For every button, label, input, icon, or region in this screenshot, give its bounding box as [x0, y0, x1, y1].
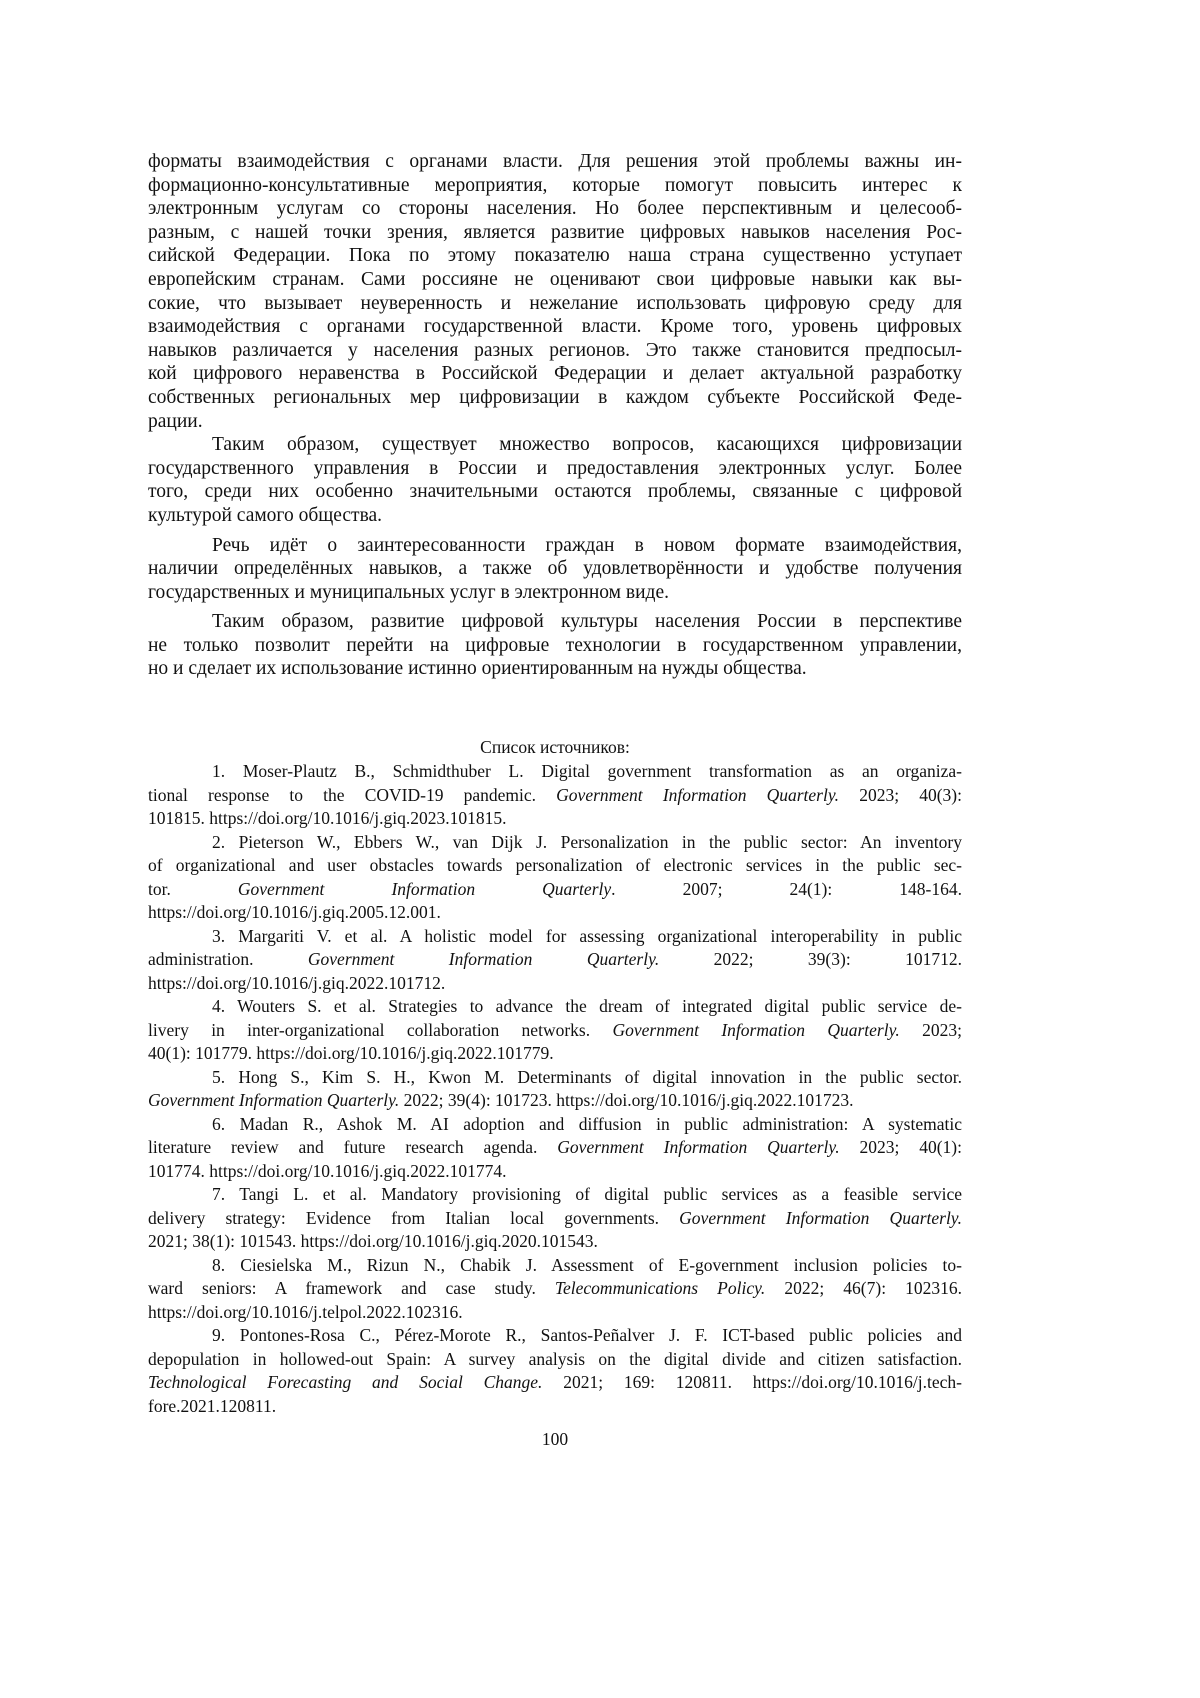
text-line: электронным услугам со стороны населения. Но более перспективным и целесооб- — [148, 197, 962, 221]
reference-text: administration. — [148, 949, 308, 969]
reference-item — [148, 831, 962, 925]
reference-line — [148, 1207, 962, 1231]
references-list — [148, 760, 962, 1418]
reference-line — [148, 831, 962, 855]
journal-title: Technological Forecasting and Social Change. — [148, 1372, 542, 1392]
reference-line — [148, 948, 962, 972]
reference-text: 2023; — [900, 1020, 962, 1040]
reference-text: 1. Moser-Plautz B., Schmidthuber L. Digital government transformation as an organiza- — [212, 761, 962, 781]
reference-text: tor. — [148, 879, 238, 899]
reference-line — [148, 1019, 962, 1043]
reference-line — [148, 901, 962, 925]
text-line: государственных и муниципальных услуг в электронном виде. — [148, 581, 962, 605]
paragraph — [148, 610, 962, 681]
paragraph — [148, 433, 962, 527]
reference-item — [148, 995, 962, 1066]
reference-text: 2022; 46(7): 102316. — [765, 1278, 962, 1298]
text-line: Таким образом, развитие цифровой культуры населения России в перспективе — [148, 610, 962, 634]
text-line: европейским странам. Сами россияне не оценивают свои цифровые навыки как вы- — [148, 268, 962, 292]
reference-line — [148, 925, 962, 949]
text-line: форматы взаимодействия с органами власти. Для решения этой проблемы важны ин- — [148, 150, 962, 174]
reference-line — [148, 1160, 962, 1184]
reference-line — [148, 878, 962, 902]
text-line: собственных региональных мер цифровизации в каждом субъекте Российской Феде- — [148, 386, 962, 410]
reference-text: 2. Pieterson W., Ebbers W., van Dijk J. Personalization in the public sector: An inventory — [212, 832, 962, 852]
reference-text: tional response to the COVID-19 pandemic. — [148, 785, 556, 805]
journal-title: Government Information Quarterly. — [679, 1208, 962, 1228]
text-line: культурой самого общества. — [148, 504, 962, 528]
reference-line — [148, 1136, 962, 1160]
reference-text: 9. Pontones-Rosa C., Pérez-Morote R., Santos-Peñalver J. F. ICT-based public policies and — [212, 1325, 962, 1345]
reference-item — [148, 925, 962, 996]
reference-line — [148, 1395, 962, 1419]
journal-title: Government Information Quarterly. — [557, 1137, 839, 1157]
reference-line — [148, 995, 962, 1019]
reference-line — [148, 1089, 962, 1113]
reference-text: 101774. https://doi.org/10.1016/j.giq.2022.101774. — [148, 1161, 506, 1181]
reference-text: 101815. https://doi.org/10.1016/j.giq.2023.101815. — [148, 808, 506, 828]
text-line: кой цифрового неравенства в Российской Федерации и делает актуальной разработку — [148, 362, 962, 386]
reference-line — [148, 784, 962, 808]
references-heading: Список источников: — [148, 736, 962, 760]
text-line: наличии определённых навыков, а также об удовлетворённости и удобстве получения — [148, 557, 962, 581]
reference-line — [148, 1324, 962, 1348]
reference-text: 6. Madan R., Ashok M. AI adoption and diffusion in public administration: A systematic — [212, 1114, 962, 1134]
reference-item — [148, 760, 962, 831]
text-line: государственного управления в России и предоставления электронных услуг. Более — [148, 457, 962, 481]
reference-item — [148, 1066, 962, 1113]
reference-text: delivery strategy: Evidence from Italian local governments. — [148, 1208, 679, 1228]
paragraph — [148, 534, 962, 605]
text-line: рации. — [148, 410, 962, 434]
reference-text: 2023; 40(3): — [839, 785, 962, 805]
reference-line — [148, 1371, 962, 1395]
reference-line — [148, 1183, 962, 1207]
journal-title: Government Information Quarterly. — [148, 1090, 399, 1110]
reference-item — [148, 1183, 962, 1254]
text-line: но и сделает их использование истинно ориентированным на нужды общества. — [148, 657, 962, 681]
reference-text: of organizational and user obstacles towards personalization of electronic services in the public sec- — [148, 855, 962, 875]
reference-line — [148, 854, 962, 878]
reference-text: https://doi.org/10.1016/j.giq.2022.101712. — [148, 973, 445, 993]
body-text — [148, 150, 962, 681]
reference-line — [148, 1066, 962, 1090]
reference-text: https://doi.org/10.1016/j.telpol.2022.102316. — [148, 1302, 463, 1322]
reference-item — [148, 1113, 962, 1184]
reference-text: 2022; 39(3): 101712. — [659, 949, 962, 969]
reference-text: 2021; 169: 120811. https://doi.org/10.1016/j.tech- — [542, 1372, 962, 1392]
reference-text: livery in inter-organizational collaboration networks. — [148, 1020, 612, 1040]
paragraph — [148, 150, 962, 433]
reference-text: https://doi.org/10.1016/j.giq.2005.12.001. — [148, 902, 441, 922]
text-line: Речь идёт о заинтересованности граждан в новом формате взаимодействия, — [148, 534, 962, 558]
journal-title: Government Information Quarterly. — [308, 949, 659, 969]
reference-text: 8. Ciesielska M., Rizun N., Chabik J. Assessment of E-government inclusion policies to- — [212, 1255, 962, 1275]
text-line: того, среди них особенно значительными остаются проблемы, связанные с цифровой — [148, 480, 962, 504]
text-line: взаимодействия с органами государственной власти. Кроме того, уровень цифровых — [148, 315, 962, 339]
reference-text: 3. Margariti V. et al. A holistic model for assessing organizational interoperability in public — [212, 926, 962, 946]
text-line: формационно-консультативные мероприятия, которые помогут повысить интерес к — [148, 174, 962, 198]
text-line: не только позволит перейти на цифровые технологии в государственном управлении, — [148, 634, 962, 658]
reference-text: 2022; 39(4): 101723. https://doi.org/10.1016/j.giq.2022.101723. — [399, 1090, 853, 1110]
reference-text: depopulation in hollowed-out Spain: A survey analysis on the digital divide and citizen satisfaction. — [148, 1349, 962, 1369]
reference-text: 2021; 38(1): 101543. https://doi.org/10.1016/j.giq.2020.101543. — [148, 1231, 598, 1251]
reference-text: 40(1): 101779. https://doi.org/10.1016/j.giq.2022.101779. — [148, 1043, 554, 1063]
reference-text: 4. Wouters S. et al. Strategies to advance the dream of integrated digital public service de- — [212, 996, 962, 1016]
reference-text: ward seniors: A framework and case study. — [148, 1278, 555, 1298]
text-line: Таким образом, существует множество вопросов, касающихся цифровизации — [148, 433, 962, 457]
reference-line — [148, 807, 962, 831]
text-line: сийской Федерации. Пока по этому показателю наша страна существенно уступает — [148, 244, 962, 268]
journal-title: Government Information Quarterly. — [556, 785, 839, 805]
reference-item — [148, 1324, 962, 1418]
reference-text: 7. Tangi L. et al. Mandatory provisioning of digital public services as a feasible service — [212, 1184, 962, 1204]
journal-title: Telecommunications Policy. — [555, 1278, 765, 1298]
reference-line — [148, 1230, 962, 1254]
reference-line — [148, 1254, 962, 1278]
reference-text: . 2007; 24(1): 148-164. — [611, 879, 962, 899]
reference-text: 5. Hong S., Kim S. H., Kwon M. Determinants of digital innovation in the public sector. — [212, 1067, 962, 1087]
text-line: разным, с нашей точки зрения, является развитие цифровых навыков населения Рос- — [148, 221, 962, 245]
text-line: навыков различается у населения разных регионов. Это также становится предпосыл- — [148, 339, 962, 363]
reference-line — [148, 1042, 962, 1066]
reference-line — [148, 1301, 962, 1325]
journal-title: Government Information Quarterly. — [612, 1020, 899, 1040]
journal-title: Government Information Quarterly — [238, 879, 611, 899]
reference-line — [148, 1277, 962, 1301]
reference-text: fore.2021.120811. — [148, 1396, 276, 1416]
page-number: 100 — [148, 1428, 962, 1452]
reference-line — [148, 1113, 962, 1137]
reference-item — [148, 1254, 962, 1325]
reference-line — [148, 760, 962, 784]
reference-line — [148, 972, 962, 996]
reference-line — [148, 1348, 962, 1372]
reference-text: 2023; 40(1): — [840, 1137, 962, 1157]
reference-text: literature review and future research agenda. — [148, 1137, 557, 1157]
text-line: сокие, что вызывает неуверенность и нежелание использовать цифровую среду для — [148, 292, 962, 316]
